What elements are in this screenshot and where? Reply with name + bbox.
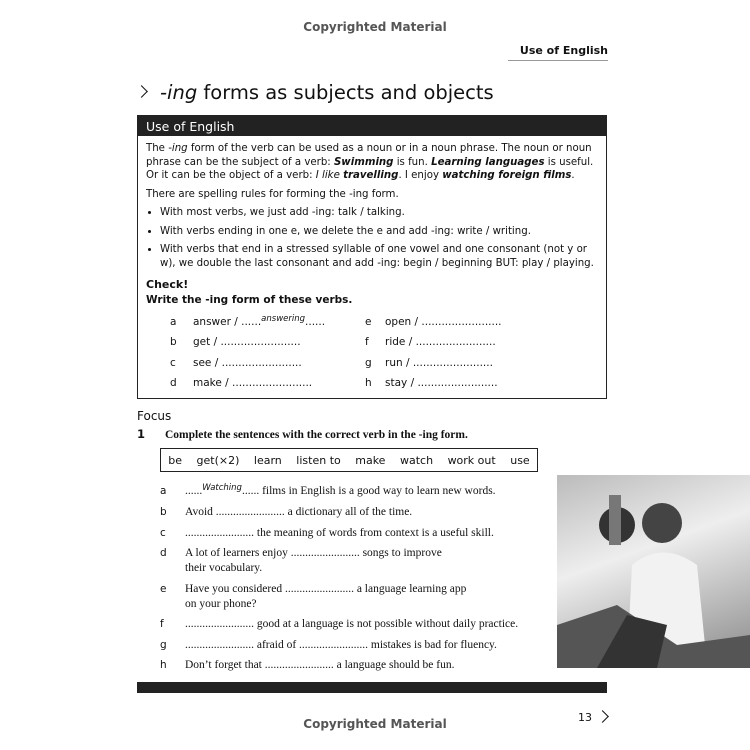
word: make xyxy=(355,453,386,467)
check-item: a answer / ......$^{answering}$...... xyxy=(170,314,326,328)
check-item: c see / ........................ xyxy=(170,357,302,369)
word: watch xyxy=(399,453,434,467)
page-number: 13 xyxy=(578,711,592,724)
box-heading: Use of English xyxy=(138,116,606,136)
check-instruction: Write the -ing form of these verbs. xyxy=(146,293,353,306)
copyright-top: Copyrighted Material xyxy=(303,20,447,34)
word: get(×2) xyxy=(196,453,240,467)
word: listen to xyxy=(296,453,341,467)
student-photo xyxy=(557,475,750,668)
word: be xyxy=(168,453,182,467)
box-paragraph-1: The -ing form of the verb can be used as a noun or in a noun phrase. The noun or noun phrase can be the subject of a verb: Swimming is fun. Learning languages is useful. Or it can be the object of a verb: I like travelling. I enjoy watching foreign films. xyxy=(146,143,594,181)
check-item: d make / ........................ xyxy=(170,377,313,389)
bottom-bar xyxy=(137,682,607,693)
box-paragraph-2: There are spelling rules for forming the -ing form. xyxy=(146,188,399,200)
title-rest: forms as subjects and objects xyxy=(197,81,494,104)
focus-label: Focus xyxy=(137,409,172,423)
word: learn xyxy=(253,453,282,467)
copyright-bottom: Copyrighted Material xyxy=(303,717,447,731)
check-item: e open / ........................ xyxy=(365,316,502,328)
check-item: h stay / ........................ xyxy=(365,377,498,389)
exercise-instruction: 1 Complete the sentences with the correct verb in the -ing form. xyxy=(137,427,468,441)
rule: • With most verbs, we just add -ing: talk / talking. xyxy=(160,206,598,220)
word-box xyxy=(160,448,538,472)
section-label: Use of English xyxy=(519,44,608,57)
rule: • With verbs ending in one e, we delete the e and add -ing: write / writing. xyxy=(160,225,598,239)
check-item: f ride / ........................ xyxy=(365,336,496,348)
check-title: Check! xyxy=(146,278,189,291)
check-item: b get / ........................ xyxy=(170,336,301,348)
check-items xyxy=(170,316,570,396)
check-item: g run / ........................ xyxy=(365,357,493,369)
word: use xyxy=(510,453,530,467)
chevron-right-icon xyxy=(135,85,148,98)
rule: • With verbs that end in a stressed syllable of one vowel and one consonant (not y or w), we double the last consonant and add -ing: begin / beginning BUT: play / playing. xyxy=(160,243,598,270)
title-prefix: -ing xyxy=(160,81,198,104)
word: work out xyxy=(447,453,496,467)
page-title xyxy=(137,81,494,104)
divider xyxy=(508,60,608,61)
